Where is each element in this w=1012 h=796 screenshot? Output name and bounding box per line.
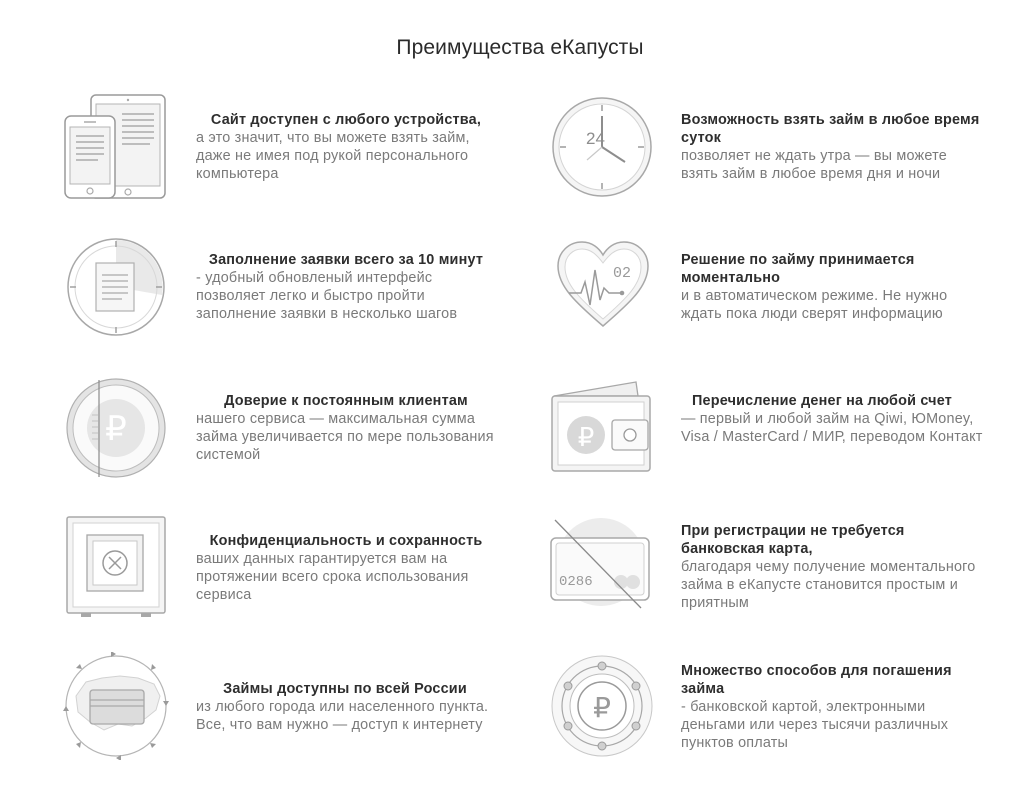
feature-description: - банковской картой, электронными деньгами или через тысячи различных пунктов оплаты <box>681 699 949 751</box>
feature-description: - удобный обновленый интерфейс позволяет легко и быстро пройти заполнение заявки в несколько шагов <box>196 270 458 322</box>
payment-orbit-icon <box>550 654 654 758</box>
feature-heading: Займы доступны по всей России <box>223 681 467 697</box>
feature-heading: Сайт доступен с любого устройства, <box>210 112 482 128</box>
devices-icon <box>64 94 168 202</box>
clock-icon <box>551 96 653 198</box>
ruble-sign: ₽ <box>577 423 595 453</box>
feature-description: ваших данных гарантируется вам на протяжении всего срока использования сервиса <box>196 551 469 603</box>
heart-pulse-icon <box>555 240 651 330</box>
feature-description: и в автоматическом режиме. Не нужно ждать пока люди сверят информацию <box>681 288 948 322</box>
ruble-sign: ₽ <box>593 691 611 724</box>
feature-heading: Множество способов для погашения займа <box>681 663 952 697</box>
page-title: Преимущества еКапусты <box>396 36 644 59</box>
wallet-icon <box>550 380 652 474</box>
ruble-sign: ₽ <box>105 409 127 449</box>
card-number: 0286 <box>559 574 593 590</box>
feature-description: — первый и любой займ на Qiwi, ЮMoney, Visa / MasterCard / МИР, переводом Контакт <box>681 411 983 445</box>
ruble-coin-icon <box>65 377 167 479</box>
feature-heading: Перечисление денег на любой счет <box>691 393 952 409</box>
feature-heading: Доверие к постоянным клиентам <box>224 393 468 409</box>
feature-description: из любого города или населенного пункта. Все, что вам нужно — доступ к интернету <box>196 699 489 733</box>
feature-heading: Заполнение заявки всего за 10 минут <box>208 252 484 268</box>
no-card-icon <box>549 516 653 610</box>
feature-description: а это значит, что вы можете взять займ, даже не имея под рукой персонального компьютера <box>196 130 470 182</box>
feature-heading: При регистрации не требуется банковская карта, <box>681 523 905 557</box>
heart-02-label: 02 <box>613 265 632 282</box>
application-timer-icon <box>66 237 166 337</box>
feature-heading: Возможность взять займ в любое время суток <box>681 112 980 146</box>
feature-description: благодаря чему получение моментального займа в еКапусте становится простым и приятным <box>681 559 976 611</box>
feature-description: нашего сервиса — максимальная сумма займа увеличивается по мере пользования системой <box>196 411 494 463</box>
feature-heading: Конфиденциальность и сохранность <box>209 533 483 549</box>
russia-map-icon <box>62 652 170 760</box>
feature-heading: Решение по займу принимается моментально <box>681 252 915 286</box>
clock-24-label: 24 <box>586 129 605 148</box>
feature-description: позволяет не ждать утра — вы можете взять займ в любое время дня и ночи <box>681 148 947 182</box>
safe-icon <box>65 515 167 619</box>
